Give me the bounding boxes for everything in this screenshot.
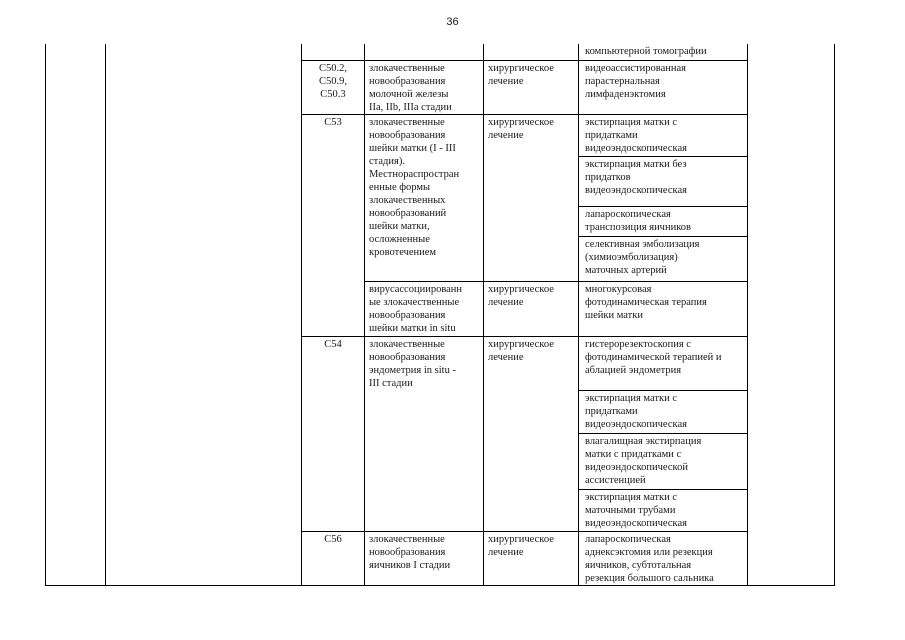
method-cell: экстирпация матки с придатками видеоэндоскопическая <box>585 393 687 430</box>
page-number: 36 <box>446 16 459 28</box>
method-divider <box>578 236 747 237</box>
method-cell: экстирпация матки с придатками видеоэндоскопическая <box>585 117 687 154</box>
method-cell: гистерорезектоскопия с фотодинамической терапией и аблацией эндометрия <box>585 339 722 376</box>
code-cell: C54 <box>324 339 342 350</box>
table-border-bottom <box>45 585 835 586</box>
column-divider <box>364 44 365 586</box>
treatment-cell: хирургическое лечение <box>488 339 554 363</box>
diagnosis-cell: вирусассоциированн ые злокачественные новообразования шейки матки in situ <box>369 284 463 334</box>
code-cell: C50.2, C50.9, C50.3 <box>318 63 347 100</box>
row-divider <box>364 281 747 282</box>
method-cell: экстирпация матки без придатков видеоэндоскопическая <box>585 159 687 196</box>
column-divider <box>105 44 106 586</box>
diagnosis-cell: злокачественные новообразования яичников I стадии <box>369 534 451 571</box>
method-divider <box>578 433 747 434</box>
treatment-cell: хирургическое лечение <box>488 534 554 558</box>
code-cell: C56 <box>324 534 342 545</box>
method-cell: компьютерной томографии <box>585 46 707 57</box>
method-cell: видеоассистированная парастернальная лимфаденэктомия <box>585 63 687 100</box>
row-divider <box>301 114 747 115</box>
row-divider <box>301 336 747 337</box>
column-divider <box>483 44 484 586</box>
method-cell: экстирпация матки с маточными трубами видеоэндоскопическая <box>585 492 687 529</box>
method-cell: лапароскопическая аднексэктомия или резекция яичников, субтотальная резекция большого сальника <box>585 534 714 584</box>
row-divider <box>301 60 747 61</box>
treatment-cell: хирургическое лечение <box>488 117 554 141</box>
treatment-cell: хирургическое лечение <box>488 284 554 308</box>
method-divider <box>578 206 747 207</box>
treatment-cell: хирургическое лечение <box>488 63 554 87</box>
method-divider <box>578 156 747 157</box>
table-border-right <box>834 44 835 586</box>
method-divider <box>578 489 747 490</box>
method-cell: влагалищная экстирпация матки с придатками с видеоэндоскопической ассистенцией <box>585 436 702 486</box>
code-cell: C53 <box>324 117 342 128</box>
diagnosis-cell: злокачественные новообразования молочной железы IIa, IIb, IIIa стадии <box>369 63 452 113</box>
method-cell: лапароскопическая транспозиция яичников <box>585 209 691 233</box>
method-divider <box>578 390 747 391</box>
column-divider <box>747 44 748 586</box>
diagnosis-cell: злокачественные новообразования эндометрия in situ - III стадии <box>369 339 456 389</box>
column-divider <box>578 44 579 586</box>
method-cell: многокурсовая фотодинамическая терапия шейки матки <box>585 284 707 321</box>
diagnosis-cell: злокачественные новообразования шейки матки (I - III стадия). Местнораспростран енные формы злокачественных новообразований шейки матки, осложненные кровотечением <box>369 117 460 258</box>
row-divider <box>301 531 747 532</box>
method-cell: селективная эмболизация (химиоэмболизация) маточных артерий <box>585 239 700 276</box>
table-border-left <box>45 44 46 586</box>
